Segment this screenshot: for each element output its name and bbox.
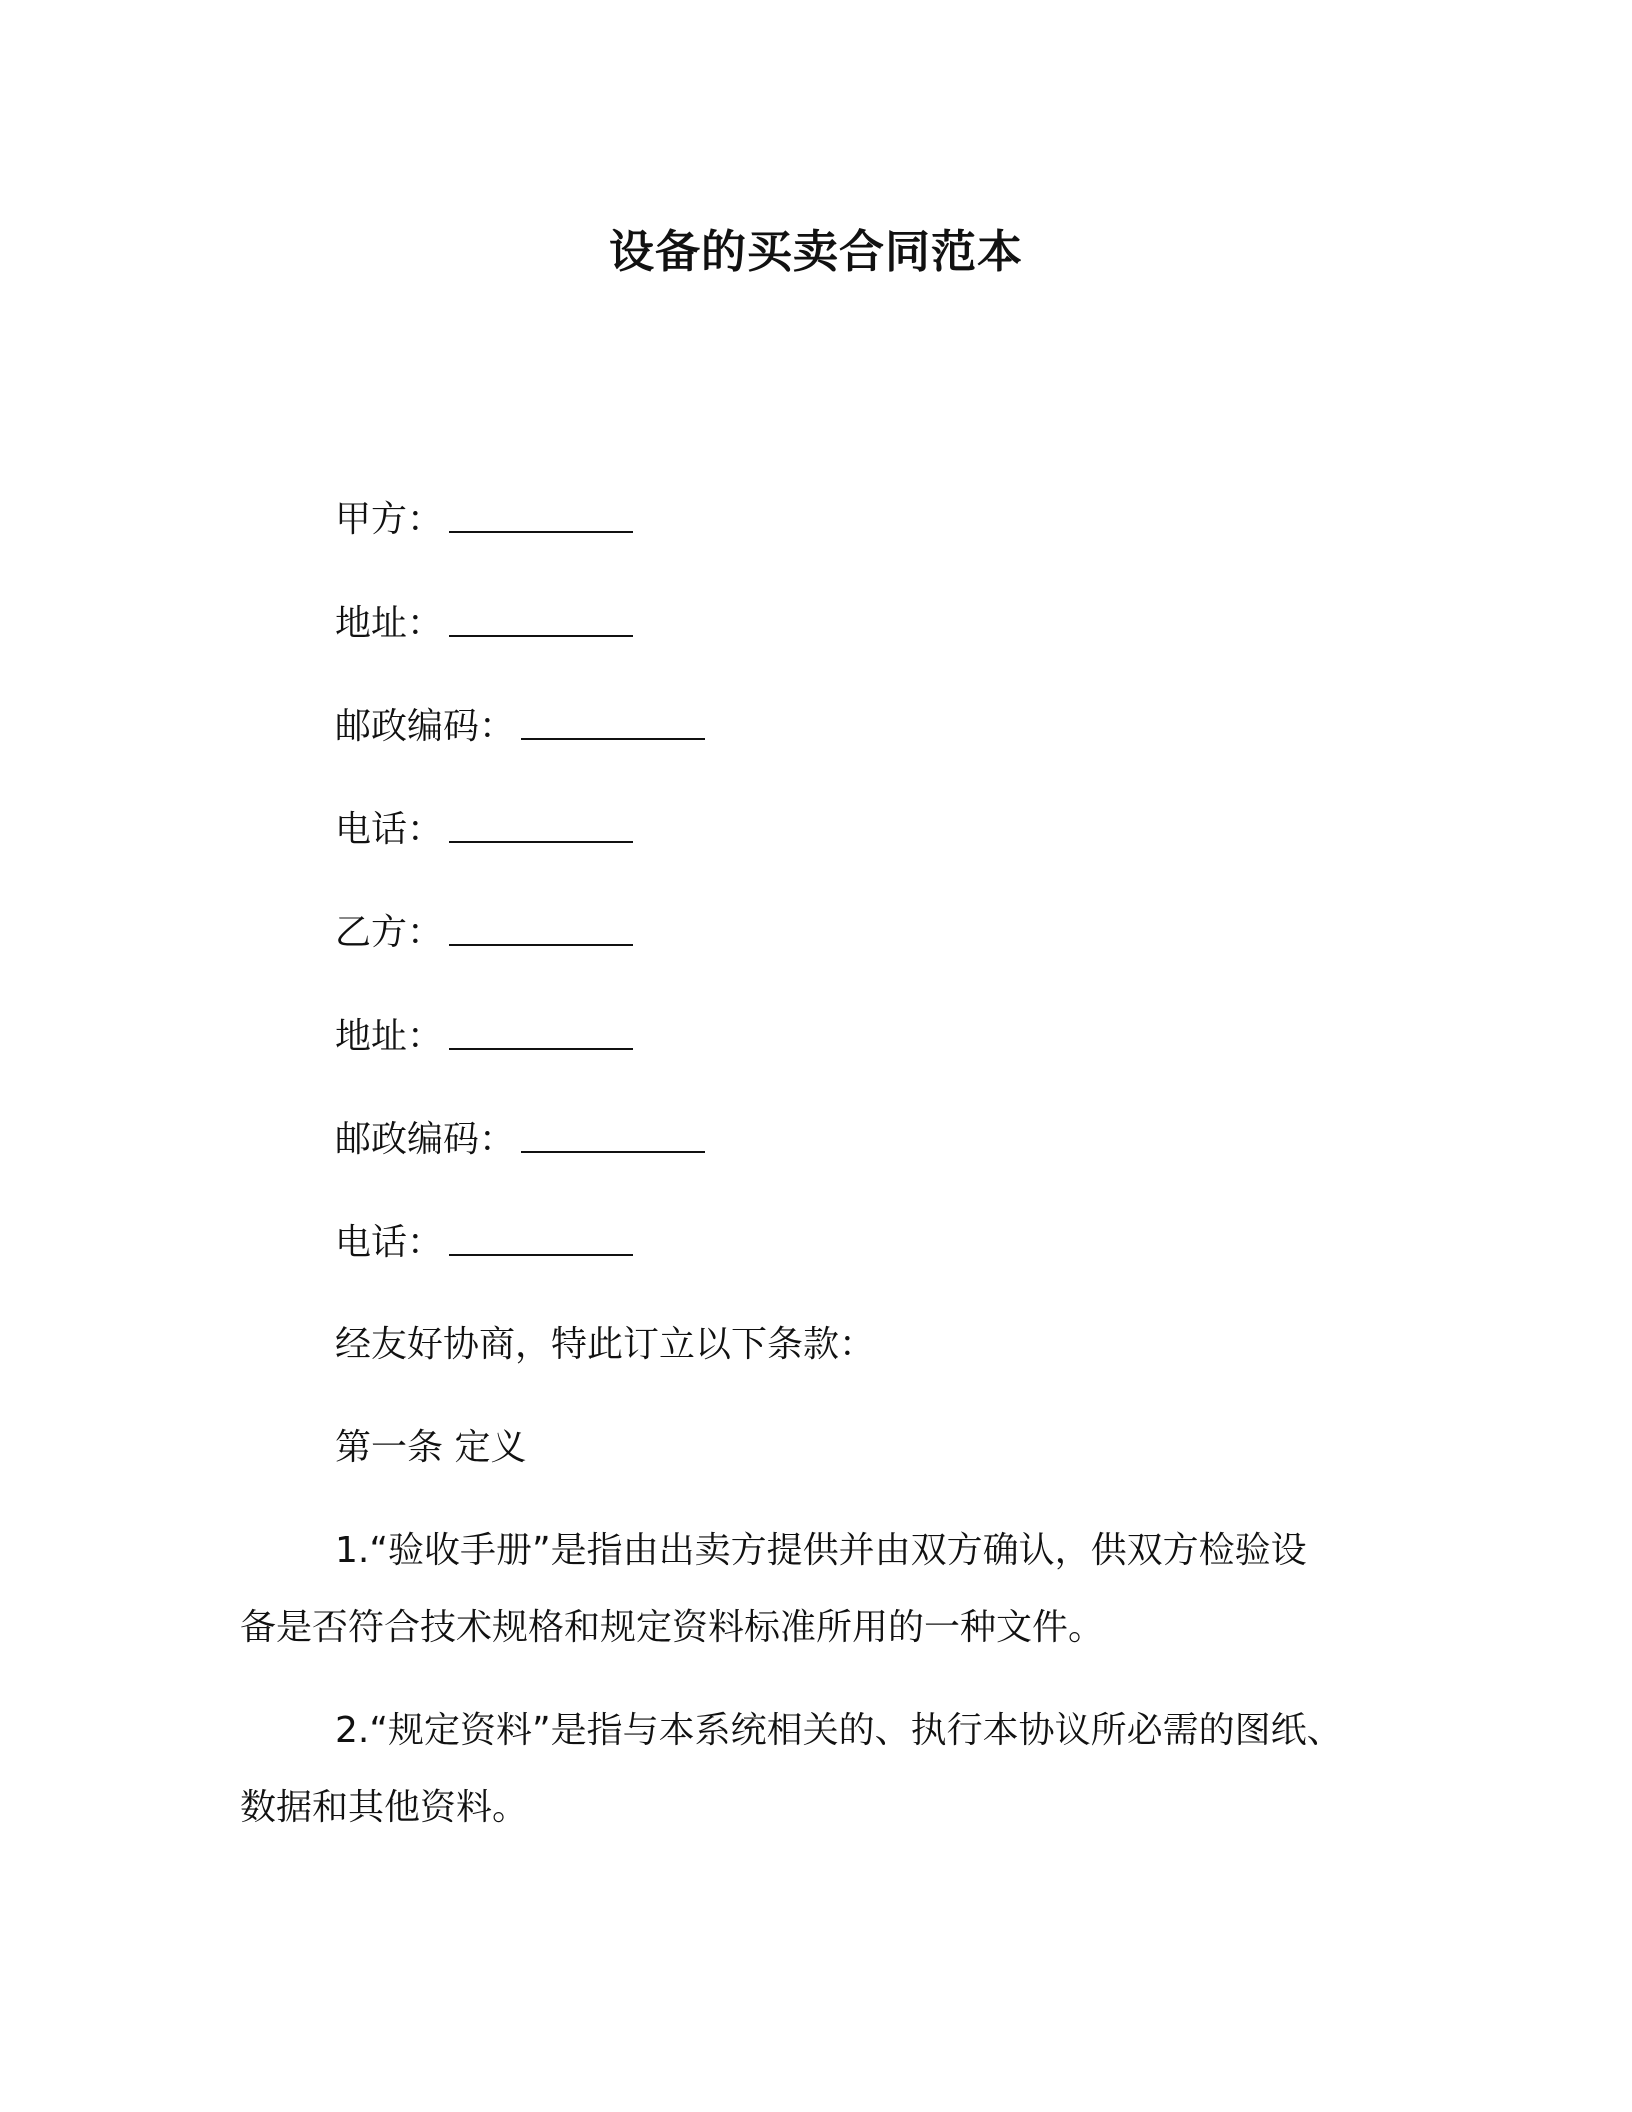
clause-2-line-1: 2.“规定资料”是指与本系统相关的、执行本协议所必需的图纸、: [335, 1710, 1343, 1751]
party-a-name-blank: [449, 495, 633, 533]
party-b-postcode-label: 邮政编码：: [335, 1119, 516, 1160]
party-b-address-label: 地址：: [335, 1016, 444, 1057]
party-a-postcode-blank: [521, 702, 705, 740]
party-b-postcode-field: [335, 1113, 705, 1166]
party-a-address-blank: [449, 599, 633, 637]
party-a-phone-label: 电话：: [335, 809, 444, 850]
party-b-name-field: [335, 906, 633, 959]
party-a-phone-field: [335, 803, 633, 856]
document-title: 设备的买卖合同范本: [608, 225, 1023, 278]
party-a-name-label: 甲方：: [335, 499, 444, 540]
party-a-address-label: 地址：: [335, 603, 444, 644]
party-b-phone-field: [335, 1216, 633, 1269]
party-b-name-label: 乙方：: [335, 912, 444, 953]
party-a-postcode-label: 邮政编码：: [335, 706, 516, 747]
intro-paragraph: 经友好协商，特此订立以下条款：: [335, 1324, 876, 1365]
party-b-phone-blank: [449, 1218, 633, 1256]
party-b-address-field: [335, 1010, 633, 1063]
clause-2-line-2: 数据和其他资料。: [240, 1787, 529, 1828]
article-1-heading: 第一条 定义: [335, 1427, 527, 1468]
clause-1-line-2: 备是否符合技术规格和规定资料标准所用的一种文件。: [240, 1607, 1105, 1648]
party-b-phone-label: 电话：: [335, 1222, 444, 1263]
party-b-name-blank: [449, 908, 633, 946]
party-a-postcode-field: [335, 700, 705, 753]
party-a-address-field: [335, 597, 633, 650]
party-b-postcode-blank: [521, 1115, 705, 1153]
party-a-name-field: [335, 493, 633, 546]
party-a-phone-blank: [449, 805, 633, 843]
clause-1-line-1: 1.“验收手册”是指由出卖方提供并由双方确认，供双方检验设: [335, 1530, 1307, 1571]
party-b-address-blank: [449, 1012, 633, 1050]
